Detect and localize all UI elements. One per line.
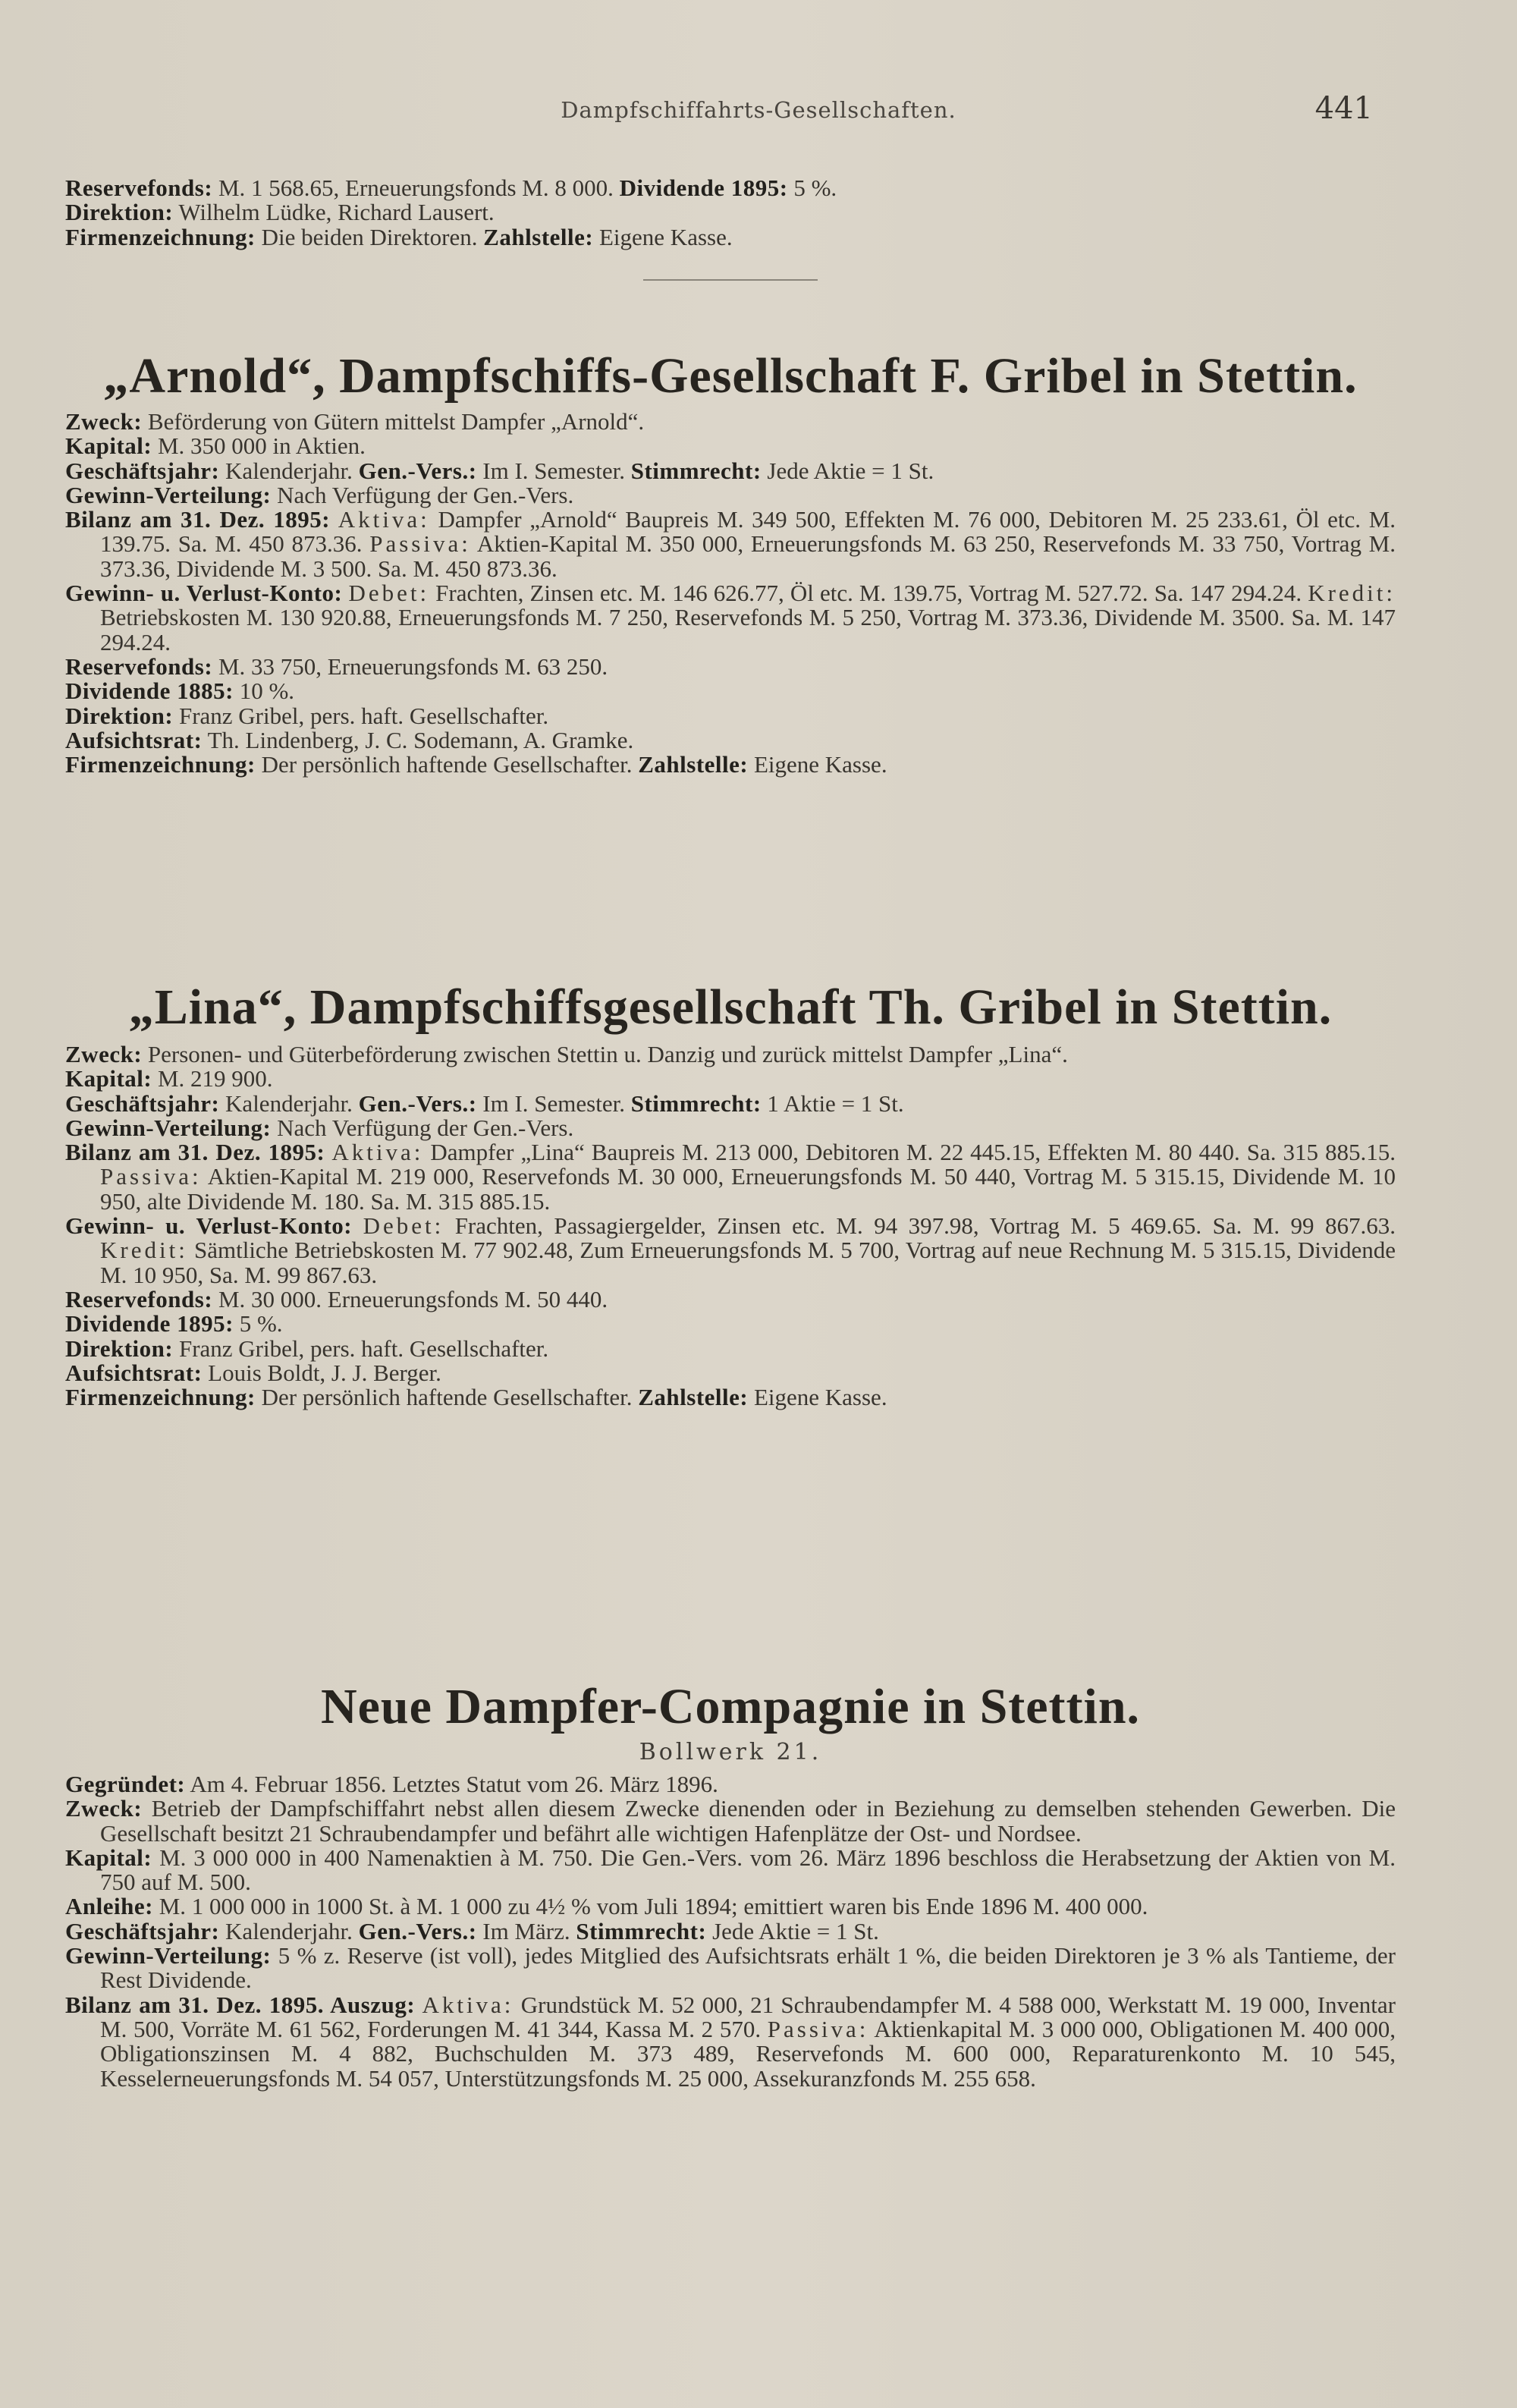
entry-gegruendet: Gegründet: Am 4. Februar 1856. Letztes Statut vom 26. März 1896. [65,1771,718,1797]
company-title: „Lina“, Dampfschiffsgesellschaft Th. Gribel in Stettin. [128,979,1333,1035]
entry-aufsichtsrat: Aufsichtsrat: Louis Boldt, J. J. Berger. [65,1359,441,1386]
entry-zweck: Zweck: Betrieb der Dampfschiffahrt nebst allen diesem Zwecke dienenden oder in Beziehung zu demselben stehenden Gewerben. Die Gesellschaft besitzt 21 Schraubendampfer und befährt alle wichtigen Hafenplätze der Ost- und Nordsee. [65,1795,1396,1847]
entry-geschaeftsjahr: Geschäftsjahr: Kalenderjahr. Gen.-Vers.: Im I. Semester. Stimmrecht: 1 Aktie = 1 St. [65,1089,904,1117]
entry-bilanz: Bilanz am 31. Dez. 1895. Auszug: Aktiva: Grundstück M. 52 000, 21 Schraubendampfer M. 4 588 000, Werkstatt M. 19 000, Inventar M. 500, Vorräte M. 61 562, Forderungen M. 41 344, Kassa M. 2 570. Passiva: Aktienkapital M. 3 000 000, Obligationen M. 400 000, Obligationszinsen M. 4 882, Buchschulden M. 373 489, Reservefonds M. 600 000, Reparaturenkonto M. 10 545, Kesselerneuerungsfonds M. 54 057, Unterstützungsfonds M. 25 000, Assekuranzfonds M. 255 658. [65,1991,1396,2092]
section-divider [65,279,1396,281]
entry-geschaeftsjahr: Geschäftsjahr: Kalenderjahr. Gen.-Vers.: Im März. Stimmrecht: Jede Aktie = 1 St. [65,1917,879,1944]
running-title: Dampfschiffahrts-Gesellschaften. [561,97,956,123]
entry-direktion: Direktion: Franz Gribel, pers. haft. Gesellschafter. [65,1334,549,1362]
entry-reservefonds: Reservefonds: M. 30 000. Erneuerungsfonds M. 50 440. [65,1285,608,1312]
entry-bilanz: Bilanz am 31. Dez. 1895: Aktiva: Dampfer „Lina“ Baupreis M. 213 000, Debitoren M. 22 445.15, Effekten M. 80 440. Sa. 315 885.15. Passiva: Aktien-Kapital M. 219 000, Reservefonds M. 30 000, Erneuerungsfonds M. 50 440, Vortrag M. 5 315.15, Dividende M. 10 950, alte Dividende M. 180. Sa. M. 315 885.15. [65,1139,1396,1215]
page-header [0,91,1517,127]
entry-zweck: Zweck: Personen- und Güterbeförderung zwischen Stettin u. Danzig und zurück mittelst Dampfer „Lina“. [65,1041,1068,1067]
company-arnold-details [65,410,1396,777]
entry-aufsichtsrat: Aufsichtsrat: Th. Lindenberg, J. C. Sodemann, A. Gramke. [65,726,634,753]
entry-direktion: Direktion: Wilhelm Lüdke, Richard Lausert. [65,199,495,226]
entry-reservefonds: Reservefonds: M. 33 750, Erneuerungsfonds M. 63 250. [65,652,608,680]
entry-dividende: Dividende 1885: 10 %. [65,677,295,705]
entry-kapital: Kapital: M. 350 000 in Aktien. [65,432,366,460]
entry-zweck: Zweck: Beförderung von Gütern mittelst Dampfer „Arnold“. [65,408,645,435]
entry-dividende: Dividende 1895: 5 %. [65,1310,283,1338]
company-address: Bollwerk 21. [639,1739,822,1765]
entry-firmenzeichnung: Firmenzeichnung: Der persönlich haftende Gesellschafter. Zahlstelle: Eigene Kasse. [65,1384,887,1411]
page-number: 441 [1314,91,1373,126]
entry-gewinn-verteilung: Gewinn-Verteilung: Nach Verfügung der Gen.-Vers. [65,481,574,508]
entry-geschaeftsjahr: Geschäftsjahr: Kalenderjahr. Gen.-Vers.: Im I. Semester. Stimmrecht: Jede Aktie = 1 St. [65,457,934,484]
company-neue-dampfer [65,1678,1396,1765]
company-title: „Arnold“, Dampfschiffs-Gesellschaft F. Gribel in Stettin. [103,348,1358,404]
entry-bilanz: Bilanz am 31. Dez. 1895: Aktiva: Dampfer „Arnold“ Baupreis M. 349 500, Effekten M. 76 000, Debitoren M. 25 233.61, Öl etc. M. 139.75. Sa. M. 450 873.36. Passiva: Aktien-Kapital M. 350 000, Erneuerungsfonds M. 63 250, Reservefonds M. 33 750, Vortrag M. 373.36, Dividende M. 3 500. Sa. M. 450 873.36. [65,506,1396,582]
company-neue-dampfer-details [65,1772,1396,2091]
company-title: Neue Dampfer-Compagnie in Stettin. [320,1679,1141,1734]
divider-line [643,279,818,281]
entry-firmenzeichnung: Firmenzeichnung: Der persönlich haftende Gesellschafter. Zahlstelle: Eigene Kasse. [65,751,887,778]
company-lina-details [65,1042,1396,1410]
company-arnold [65,347,1396,405]
entry-gewinn-verteilung: Gewinn-Verteilung: Nach Verfügung der Gen.-Vers. [65,1114,574,1141]
company-lina [65,979,1396,1036]
previous-company-section [65,176,1396,250]
entry-gewinn-verteilung: Gewinn-Verteilung: 5 % z. Reserve (ist voll), jedes Mitglied des Aufsichtsrats erhält 1 %, die beiden Direktoren je 3 % als Tantieme, der Rest Dividende. [65,1942,1396,1994]
entry-gewinn-verlust-konto: Gewinn- u. Verlust-Konto: Debet: Frachten, Passagiergelder, Zinsen etc. M. 94 397.98, Vortrag M. 5 469.65. Sa. M. 99 867.63. Kredit: Sämtliche Betriebskosten M. 77 902.48, Zum Erneuerungsfonds M. 5 700, Vortrag auf neue Rechnung M. 5 315.15, Dividende M. 10 950, Sa. M. 99 867.63. [65,1212,1396,1288]
entry-direktion: Direktion: Franz Gribel, pers. haft. Gesellschafter. [65,702,549,729]
entry-reservefonds: Reservefonds: M. 1 568.65, Erneuerungsfonds M. 8 000. Dividende 1895: 5 %. [65,174,837,201]
entry-firmenzeichnung: Firmenzeichnung: Die beiden Direktoren. Zahlstelle: Eigene Kasse. [65,223,733,250]
entry-gewinn-verlust-konto: Gewinn- u. Verlust-Konto: Debet: Frachten, Zinsen etc. M. 146 626.77, Öl etc. M. 139.75, Vortrag M. 527.72. Sa. 147 294.24. Kredit: Betriebskosten M. 130 920.88, Erneuerungsfonds M. 7 250, Reservefonds M. 5 250, Vortrag M. 373.36, Dividende M. 3500. Sa. M. 147 294.24. [65,580,1396,655]
entry-anleihe: Anleihe: M. 1 000 000 in 1000 St. à M. 1 000 zu 4½ % vom Juli 1894; emittiert waren bis Ende 1896 M. 400 000. [65,1893,1148,1920]
entry-kapital: Kapital: M. 219 900. [65,1065,273,1092]
entry-kapital: Kapital: M. 3 000 000 in 400 Namenaktien à M. 750. Die Gen.-Vers. vom 26. März 1896 beschloss die Herabsetzung der Aktien von M. 750 auf M. 500. [65,1844,1396,1896]
